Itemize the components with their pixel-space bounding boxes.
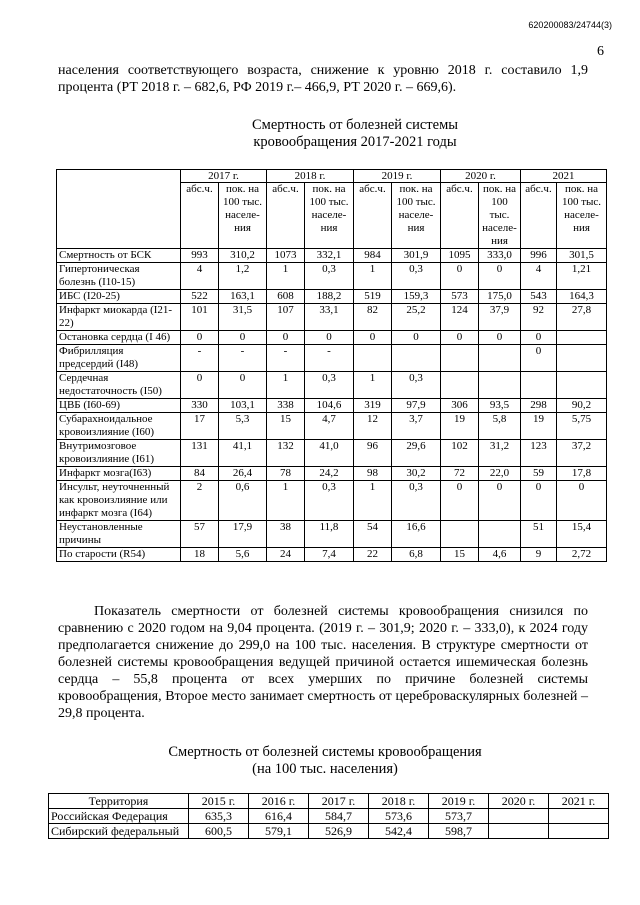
table-row (57, 331, 607, 345)
table-cell: 0 (181, 331, 219, 345)
table-cell: 27,8 (557, 304, 607, 331)
table-cell: 37,9 (479, 304, 521, 331)
table-cell: 31,5 (219, 304, 267, 331)
table-cell: 3,7 (392, 413, 441, 440)
table2-title-line1: Смертность от болезней системы кровообращения (168, 744, 482, 760)
table-cell: 72 (441, 467, 479, 481)
table-cell: 0 (441, 263, 479, 290)
table-cell: 18 (181, 548, 219, 562)
row-label: Субарахноидальное кровоизлияние (I60) (57, 413, 181, 440)
table-cell: 330 (181, 399, 219, 413)
row-label: Неустановленные причины (57, 521, 181, 548)
table-cell: 573,7 (429, 809, 489, 824)
table-cell: - (267, 345, 305, 372)
table-cell: 301,9 (392, 249, 441, 263)
table-cell: 131 (181, 440, 219, 467)
table-cell: 306 (441, 399, 479, 413)
table-cell: 19 (441, 413, 479, 440)
table-cell: 573,6 (369, 809, 429, 824)
table-cell: 0 (392, 331, 441, 345)
territory-cell: Сибирский федеральный (49, 824, 189, 839)
table-cell: 124 (441, 304, 479, 331)
table-cell (479, 372, 521, 399)
row-label: Инсульт, неуточненный как кровоизлияние или инфаркт мозга (I64) (57, 481, 181, 521)
table-row (57, 413, 607, 440)
table-cell: 542,4 (369, 824, 429, 839)
abs-header: абс.ч. (267, 183, 305, 249)
row-label: ЦВБ (I60-69) (57, 399, 181, 413)
table1-year-row (57, 170, 607, 183)
table-cell: 0 (521, 331, 557, 345)
table-cell: 19 (521, 413, 557, 440)
table2-header-row (49, 794, 609, 809)
table-cell: 96 (354, 440, 392, 467)
page-number: 6 (597, 44, 604, 59)
table-cell (549, 824, 609, 839)
table-cell: 338 (267, 399, 305, 413)
row-label: Инфаркт миокарда (I21-22) (57, 304, 181, 331)
table2-title (120, 744, 530, 778)
table-row (57, 440, 607, 467)
table-cell: 543 (521, 290, 557, 304)
table-cell: 635,3 (189, 809, 249, 824)
table-cell: 22,0 (479, 467, 521, 481)
table-cell: 41,1 (219, 440, 267, 467)
table-cell: 15 (441, 548, 479, 562)
table-cell: 5,6 (219, 548, 267, 562)
table-cell: - (181, 345, 219, 372)
table1-title-line1: Смертность от болезней системы (252, 117, 458, 133)
table-cell: 132 (267, 440, 305, 467)
table-row (57, 249, 607, 263)
abs-header: абс.ч. (181, 183, 219, 249)
table-cell: 579,1 (249, 824, 309, 839)
analysis-paragraph: Показатель смертности от болезней системы кровообращения снизился по сравнению с 2020 годом на 9,04 процента. (2019 г. – 301,9; 2020 г. – 333,0), к 2024 году предполагается снижение до 299,0 на 100 тыс. населения. В структуре смертности от болезней системы кровообращения ведущей причиной остается ишемическая болезнь сердца – 55,8 процента от всех умерших по причине болезней системы кровообращения, Второе место занимает смертность от цереброваскулярных болезней – 29,8 процента. (58, 604, 588, 721)
table-cell: 1 (267, 372, 305, 399)
year-header: 2021 (521, 170, 607, 183)
table-cell: 101 (181, 304, 219, 331)
table-row (57, 521, 607, 548)
rate-header: пок. на 100 тыс. населе-ния (557, 183, 607, 249)
table-cell: 301,5 (557, 249, 607, 263)
year-header: 2019 г. (429, 794, 489, 809)
table-cell (392, 345, 441, 372)
document-id: 620200083/24744(3) (528, 20, 612, 30)
table-cell: 598,7 (429, 824, 489, 839)
table-cell: 0,6 (219, 481, 267, 521)
table-cell: 0 (521, 481, 557, 521)
table-row (57, 548, 607, 562)
table-cell: 2,72 (557, 548, 607, 562)
table-cell: 332,1 (305, 249, 354, 263)
table-cell: 5,75 (557, 413, 607, 440)
table-cell: 107 (267, 304, 305, 331)
table-cell (549, 809, 609, 824)
table-cell: 0 (354, 331, 392, 345)
table2-body (49, 809, 609, 839)
table-cell: 0 (267, 331, 305, 345)
table-cell: 11,8 (305, 521, 354, 548)
table-cell: 4,6 (479, 548, 521, 562)
table-cell: 17,9 (219, 521, 267, 548)
year-header: 2017 г. (309, 794, 369, 809)
table-cell: 78 (267, 467, 305, 481)
table-cell: 123 (521, 440, 557, 467)
table-cell (441, 521, 479, 548)
table1-title-line2: кровообращения 2017-2021 годы (253, 134, 457, 150)
table-cell: 0 (479, 331, 521, 345)
table-cell: 5,3 (219, 413, 267, 440)
table-cell: 37,2 (557, 440, 607, 467)
table-cell: 1,2 (219, 263, 267, 290)
rate-header: пок. на 100 тыс. населе-ния (479, 183, 521, 249)
territory-header: Территория (49, 794, 189, 809)
table-cell (354, 345, 392, 372)
table-cell: 996 (521, 249, 557, 263)
table-cell: 0,3 (305, 372, 354, 399)
table-row (57, 399, 607, 413)
table-cell: 984 (354, 249, 392, 263)
abs-header: абс.ч. (441, 183, 479, 249)
table-cell: 0,3 (305, 481, 354, 521)
table-cell: 41,0 (305, 440, 354, 467)
year-header: 2020 г. (441, 170, 521, 183)
table-cell: 103,1 (219, 399, 267, 413)
table-cell: 25,2 (392, 304, 441, 331)
table-cell: 5,8 (479, 413, 521, 440)
table-row (49, 809, 609, 824)
table1-body (57, 249, 607, 562)
table-cell: 26,4 (219, 467, 267, 481)
row-label: Смертность от БСК (57, 249, 181, 263)
table-cell: 59 (521, 467, 557, 481)
table-cell: 0 (479, 263, 521, 290)
table-cell (479, 521, 521, 548)
year-header: 2018 г. (267, 170, 354, 183)
table-cell: 0 (219, 372, 267, 399)
table-cell: 38 (267, 521, 305, 548)
year-header: 2017 г. (181, 170, 267, 183)
table-cell: 22 (354, 548, 392, 562)
table-cell: 54 (354, 521, 392, 548)
table-cell (557, 345, 607, 372)
table-cell: 0 (441, 481, 479, 521)
year-header: 2019 г. (354, 170, 441, 183)
table-cell: 6,8 (392, 548, 441, 562)
table-cell: 333,0 (479, 249, 521, 263)
table-cell: 0,3 (392, 481, 441, 521)
abs-header: абс.ч. (521, 183, 557, 249)
table-cell: 15,4 (557, 521, 607, 548)
table-cell (489, 809, 549, 824)
year-header: 2016 г. (249, 794, 309, 809)
row-label: Инфаркт мозга(I63) (57, 467, 181, 481)
table-cell (557, 372, 607, 399)
table-cell: 1073 (267, 249, 305, 263)
table-cell: 1 (354, 263, 392, 290)
table-cell: 163,1 (219, 290, 267, 304)
table-cell (557, 331, 607, 345)
row-label: По старости (R54) (57, 548, 181, 562)
table-cell: 1 (267, 263, 305, 290)
table-row (57, 290, 607, 304)
year-header: 2020 г. (489, 794, 549, 809)
table-cell: 1 (354, 372, 392, 399)
table-cell: 2 (181, 481, 219, 521)
table-cell: 16,6 (392, 521, 441, 548)
table-cell: 12 (354, 413, 392, 440)
table-cell: 608 (267, 290, 305, 304)
table-cell: 104,6 (305, 399, 354, 413)
table-cell: 7,4 (305, 548, 354, 562)
table-cell: 57 (181, 521, 219, 548)
year-header: 2015 г. (189, 794, 249, 809)
table-cell: 102 (441, 440, 479, 467)
table-cell: 4,7 (305, 413, 354, 440)
table-cell: 24 (267, 548, 305, 562)
table-cell: 0 (557, 481, 607, 521)
table-cell: 1095 (441, 249, 479, 263)
table-cell: 0 (479, 481, 521, 521)
rate-header: пок. на 100 тыс. населе-ния (392, 183, 441, 249)
row-label: ИБС (I20-25) (57, 290, 181, 304)
table-cell: - (305, 345, 354, 372)
table-cell: 93,5 (479, 399, 521, 413)
table-row (57, 263, 607, 290)
row-label: Внутримозговое кровоизлияние (I61) (57, 440, 181, 467)
table-cell: 0 (521, 345, 557, 372)
table-cell: 0,3 (305, 263, 354, 290)
table-cell: 97,9 (392, 399, 441, 413)
row-label: Гипертоническая болезнь (I10-15) (57, 263, 181, 290)
year-header: 2021 г. (549, 794, 609, 809)
table-cell (441, 372, 479, 399)
table-row (57, 467, 607, 481)
table-cell: 298 (521, 399, 557, 413)
table-cell: 522 (181, 290, 219, 304)
table-cell: 17,8 (557, 467, 607, 481)
table-cell: 92 (521, 304, 557, 331)
table-cell: 1 (267, 481, 305, 521)
table-row (57, 304, 607, 331)
table-cell: 4 (181, 263, 219, 290)
table-cell: - (219, 345, 267, 372)
rate-header: пок. на 100 тыс. населе-ния (305, 183, 354, 249)
row-label: Сердечная недостаточность (I50) (57, 372, 181, 399)
row-label: Фибрилляция предсердий (I48) (57, 345, 181, 372)
rate-header: пок. на 100 тыс. населе-ния (219, 183, 267, 249)
table-cell (441, 345, 479, 372)
table-cell: 1 (354, 481, 392, 521)
table-cell: 616,4 (249, 809, 309, 824)
table-cell: 0 (441, 331, 479, 345)
table1-corner-cell (57, 170, 181, 249)
table-cell (521, 372, 557, 399)
table-cell: 584,7 (309, 809, 369, 824)
table-cell: 319 (354, 399, 392, 413)
table-cell: 30,2 (392, 467, 441, 481)
table-cell (489, 824, 549, 839)
table-cell: 51 (521, 521, 557, 548)
table-row (57, 372, 607, 399)
table-cell: 98 (354, 467, 392, 481)
table-cell: 159,3 (392, 290, 441, 304)
table-cell: 9 (521, 548, 557, 562)
year-header: 2018 г. (369, 794, 429, 809)
table-row (57, 481, 607, 521)
table-cell: 82 (354, 304, 392, 331)
table-cell: 573 (441, 290, 479, 304)
abs-header: абс.ч. (354, 183, 392, 249)
table-cell: 4 (521, 263, 557, 290)
table-cell: 90,2 (557, 399, 607, 413)
table-cell: 0 (219, 331, 267, 345)
table-cell: 31,2 (479, 440, 521, 467)
table-row (49, 824, 609, 839)
table-cell: 17 (181, 413, 219, 440)
table-cell: 993 (181, 249, 219, 263)
table-cell: 0 (305, 331, 354, 345)
table-cell: 29,6 (392, 440, 441, 467)
table-cell: 519 (354, 290, 392, 304)
table-cell (479, 345, 521, 372)
intro-paragraph: населения соответствующего возраста, снижение к уровню 2018 г. составило 1,9 процента (РТ 2018 г. – 682,6, РФ 2019 г.– 466,9, РТ 2020 г. – 669,6). (58, 63, 588, 95)
territory-table (48, 793, 609, 839)
table-row (57, 345, 607, 372)
table-cell: 175,0 (479, 290, 521, 304)
table-cell: 188,2 (305, 290, 354, 304)
table-cell: 526,9 (309, 824, 369, 839)
table-cell: 24,2 (305, 467, 354, 481)
table2-title-line2: (на 100 тыс. населения) (252, 761, 398, 777)
territory-cell: Российская Федерация (49, 809, 189, 824)
table-cell: 0,3 (392, 372, 441, 399)
table1-title (150, 117, 560, 151)
table-cell: 0 (181, 372, 219, 399)
mortality-table (56, 169, 607, 562)
table-cell: 1,21 (557, 263, 607, 290)
table-cell: 33,1 (305, 304, 354, 331)
row-label: Остановка сердца (I 46) (57, 331, 181, 345)
table-cell: 310,2 (219, 249, 267, 263)
table-cell: 600,5 (189, 824, 249, 839)
table-cell: 164,3 (557, 290, 607, 304)
table-cell: 84 (181, 467, 219, 481)
table-cell: 15 (267, 413, 305, 440)
table-cell: 0,3 (392, 263, 441, 290)
